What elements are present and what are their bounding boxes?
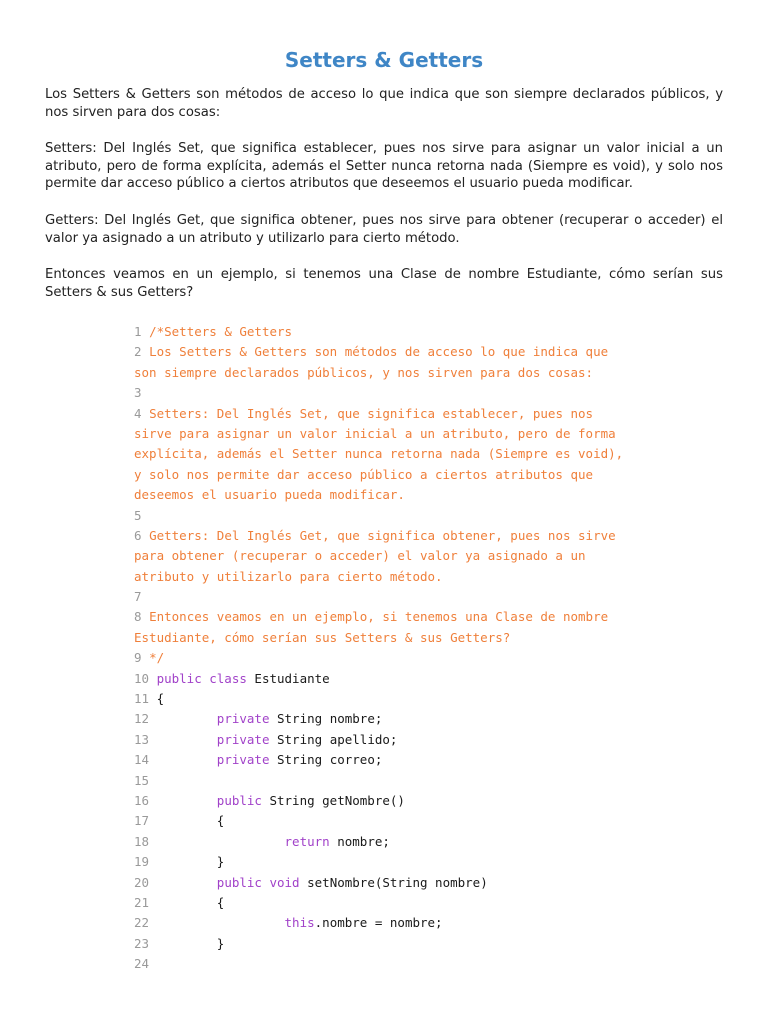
line-number: 20 [134, 874, 150, 890]
code-comment: */ [149, 650, 165, 666]
code-comment: para obtener (recuperar o acceder) el valor ya asignado a un [134, 548, 586, 564]
code-listing [134, 322, 730, 975]
code-line [134, 363, 730, 383]
line-number: 5 [134, 507, 142, 523]
line-number: 23 [134, 935, 150, 951]
code-comment: Entonces veamos en un ejemplo, si tenemos una Clase de nombre [149, 609, 609, 625]
code-line [134, 383, 730, 403]
line-number: 10 [134, 670, 157, 686]
code-line [134, 750, 730, 770]
code-comment: y solo nos permite dar acceso público a ciertos atributos que [134, 466, 594, 482]
code-line [134, 567, 730, 587]
code-comment: Getters: Del Inglés Get, que significa obtener, pues nos sirve [149, 527, 616, 543]
code-text: String nombre; [269, 711, 383, 727]
code-keyword: private [216, 711, 270, 727]
code-comment: deseemos el usuario pueda modificar. [134, 487, 405, 503]
code-comment: explícita, además el Setter nunca retorna nada (Siempre es void), [134, 446, 624, 462]
code-text [149, 834, 284, 849]
code-text: { [156, 691, 165, 707]
code-line [134, 587, 730, 607]
code-text [149, 875, 217, 890]
code-text: setNombre(String nombre) [299, 874, 488, 890]
line-number: 1 [134, 324, 150, 339]
line-number: 14 [134, 752, 150, 768]
code-comment: son siempre declarados públicos, y nos sirven para dos cosas: [134, 364, 594, 380]
code-keyword: public [216, 792, 262, 808]
code-line [134, 342, 730, 362]
code-text: { [149, 894, 225, 910]
code-line [134, 873, 730, 893]
line-number: 4 [134, 405, 150, 421]
code-line [134, 506, 730, 526]
getters-paragraph: Getters: Del Inglés Get, que significa obtener, pues nos sirve para obtener (recuperar o acceder) el valor ya asignado a un atributo y utilizarlo para cierto método. [45, 213, 723, 246]
code-comment: Setters: Del Inglés Set, que significa establecer, pues nos [149, 405, 594, 421]
line-number: 21 [134, 894, 150, 910]
code-text [149, 752, 217, 767]
code-text: String apellido; [269, 731, 398, 747]
code-line [134, 465, 730, 485]
code-text [149, 711, 217, 726]
code-line [134, 893, 730, 913]
code-keyword: this [284, 915, 315, 931]
code-text: Estudiante [246, 670, 330, 686]
code-line [134, 648, 730, 668]
code-line [134, 791, 730, 811]
code-comment: Estudiante, cómo serían sus Setters & sus Getters? [134, 629, 511, 645]
code-line [134, 771, 730, 791]
code-line [134, 669, 730, 689]
code-text: String correo; [269, 752, 383, 768]
code-line [134, 404, 730, 424]
line-number: 16 [134, 792, 150, 808]
line-number: 9 [134, 650, 150, 666]
line-number: 8 [134, 609, 150, 625]
code-comment: /*Setters & Getters [149, 324, 293, 339]
code-comment: Los Setters & Getters son métodos de acceso lo que indica que [149, 344, 609, 360]
line-number: 3 [134, 385, 142, 401]
code-line [134, 444, 730, 464]
code-text: String getNombre() [261, 792, 405, 808]
page-title: Setters & Getters [284, 48, 484, 72]
code-line [134, 424, 730, 444]
code-keyword: public class [156, 670, 247, 686]
line-number: 2 [134, 344, 150, 360]
line-number: 7 [134, 589, 142, 605]
code-line [134, 526, 730, 546]
code-keyword: public void [216, 874, 300, 890]
code-line [134, 730, 730, 750]
setters-paragraph: Setters: Del Inglés Set, que significa establecer, pues nos sirve para asignar un valor inicial a un atributo, pero de forma explícita, además el Setter nunca retorna nada (Siempre es void), y solo nos permite dar acceso público a ciertos atributos que deseemos el usuario pueda modificar. [45, 141, 723, 192]
code-text [149, 793, 217, 808]
line-number: 6 [134, 527, 150, 543]
code-line [134, 852, 730, 872]
code-keyword: return [284, 833, 330, 849]
code-comment: atributo y utilizarlo para cierto método. [134, 568, 443, 584]
line-number: 24 [134, 956, 150, 972]
line-number: 22 [134, 915, 150, 931]
code-line [134, 689, 730, 709]
code-line [134, 546, 730, 566]
code-text: nombre; [329, 833, 390, 849]
code-text: } [149, 935, 225, 951]
code-text [149, 732, 217, 747]
line-number: 11 [134, 691, 157, 707]
code-line [134, 954, 730, 974]
code-text: } [149, 854, 225, 870]
code-line [134, 832, 730, 852]
line-number: 15 [134, 772, 150, 788]
code-line [134, 934, 730, 954]
code-text: .nombre = nombre; [314, 915, 443, 931]
code-text: { [149, 813, 225, 829]
code-line [134, 628, 730, 648]
code-line [134, 607, 730, 627]
line-number: 17 [134, 813, 150, 829]
line-number: 13 [134, 731, 150, 747]
code-keyword: private [216, 731, 270, 747]
intro-paragraph: Los Setters & Getters son métodos de acceso lo que indica que son siempre declarados públicos, y nos sirven para dos cosas: [45, 87, 723, 120]
code-line [134, 709, 730, 729]
code-line [134, 322, 730, 342]
code-keyword: private [216, 752, 270, 768]
example-paragraph: Entonces veamos en un ejemplo, si tenemos una Clase de nombre Estudiante, cómo serían sus Setters & sus Getters? [45, 267, 723, 300]
line-number: 18 [134, 833, 150, 849]
code-line [134, 913, 730, 933]
code-text [149, 915, 284, 930]
code-comment: sirve para asignar un valor inicial a un atributo, pero de forma [134, 425, 616, 441]
line-number: 19 [134, 854, 150, 870]
code-line [134, 811, 730, 831]
line-number: 12 [134, 711, 150, 727]
code-line [134, 485, 730, 505]
